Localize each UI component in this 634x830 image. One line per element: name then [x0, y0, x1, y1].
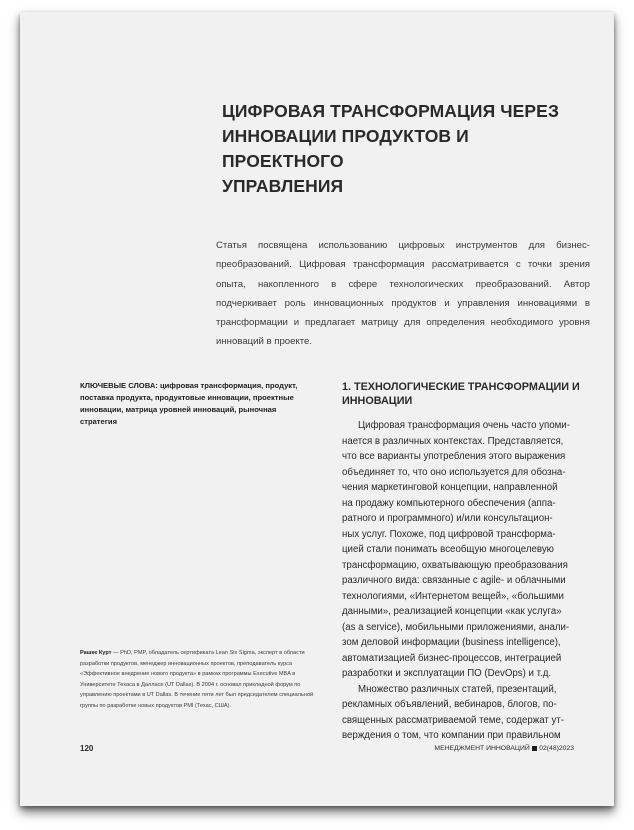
article-abstract: Статья посвящена использованию цифровых инструментов для бизнес-преобразований. Цифровая трансформация рассматривается с точки зрения опыта, накопленного в сфере технологических преобразований. Автор подчеркивает роль инновационных продуктов и управления инновациями в трансформации и предлагает матрицу для определения необходимого уровня инноваций в проекте. [216, 240, 590, 348]
body-line: что все варианты употребления этого выражения [342, 451, 566, 462]
journal-issue: 02(48)2023 [539, 745, 574, 752]
body-line: цией стали понимать всеобщую многоцелевую [342, 544, 554, 555]
journal-page [20, 12, 614, 806]
body-text [342, 418, 588, 744]
author-bio-block [80, 648, 326, 712]
body-line: рекламных объявлений, вебинаров, блогов, по- [342, 699, 557, 710]
body-line: ных услуг. Похоже, под цифровой трансформа- [342, 528, 556, 540]
body-line: трансформацию, охватывающую преобразования [342, 559, 568, 571]
body-line: автоматизацией бизнес-процессов, интеграцией [342, 652, 562, 664]
body-line: чения маркетинговой концепции, направленной [342, 482, 558, 493]
author-bio: — PhD, PMP, обладатель сертификата Lean Six Sigma, эксперт в области разработки продуктов, менеджер инновационных проектов, преподаватель курса «Эффективное внедрение нового продукта» в рамках программы Executive MBA в Университете Техаса в Далласе (UT Dallas). В 2004 г. основал прикладной форум по управлению проектами в UT Dallas. В течение пяти лет был председателем специальной группы по разработке новых продуктов PMI (Техас, США) [80, 650, 314, 709]
author-name: Рашке Курт [80, 650, 112, 656]
body-line: священных рассматриваемой теме, содержат ут- [342, 714, 565, 726]
body-line: данными», реализацией концепции «как услуга» [342, 606, 562, 617]
body-line: разработки и эксплуатации ПО (DevOps) и т.д. [342, 668, 552, 679]
keywords-block [80, 380, 310, 428]
journal-footer [434, 745, 574, 752]
body-line: (as a service), мобильными приложениями, анали- [342, 621, 570, 633]
body-line: нается в различных контекстах. Представляется, [342, 435, 564, 447]
body-line: Цифровая трансформация очень часто упоми- [358, 420, 570, 431]
section-heading: 1. ТЕХНОЛОГИЧЕСКИЕ ТРАНСФОРМАЦИИ И ИННОВАЦИИ [342, 381, 580, 408]
body-line: Множество различных статей, презентаций, [358, 683, 557, 695]
journal-name: МЕНЕДЖМЕНТ ИННОВАЦИЙ [434, 745, 530, 752]
body-line: ратного и программного) и/или консультацион- [342, 513, 553, 524]
body-line: различного вида: связанные с agile- и облачными [342, 575, 566, 586]
article-title [222, 99, 582, 199]
square-separator-icon [532, 746, 538, 752]
body-line: объединяет то, что оно используется для обозна- [342, 466, 566, 478]
body-line: на продажу компьютерного обеспечения (аппа- [342, 497, 556, 509]
body-line: зом деловой информации (business intelligence), [342, 637, 561, 648]
body-line: технологиями, «Интернетом вещей», «большими [342, 590, 564, 602]
article-title-line: УПРАВЛЕНИЯ [222, 176, 344, 196]
page-number: 120 [80, 744, 94, 753]
article-title-line: ИННОВАЦИИ ПРОДУКТОВ И ПРОЕКТНОГО [222, 126, 469, 171]
keywords-label: КЛЮЧЕВЫЕ СЛОВА: [80, 381, 158, 390]
keywords-text: цифровая трансформация, продукт, поставка продукта, продуктовые инновации, проектные инновации, матрица уровней инноваций, рыночная стратегия [80, 381, 298, 426]
body-line: верждения о том, что компании при правильном [342, 730, 561, 741]
article-title-line: ЦИФРОВАЯ ТРАНСФОРМАЦИЯ ЧЕРЕЗ [222, 101, 560, 121]
